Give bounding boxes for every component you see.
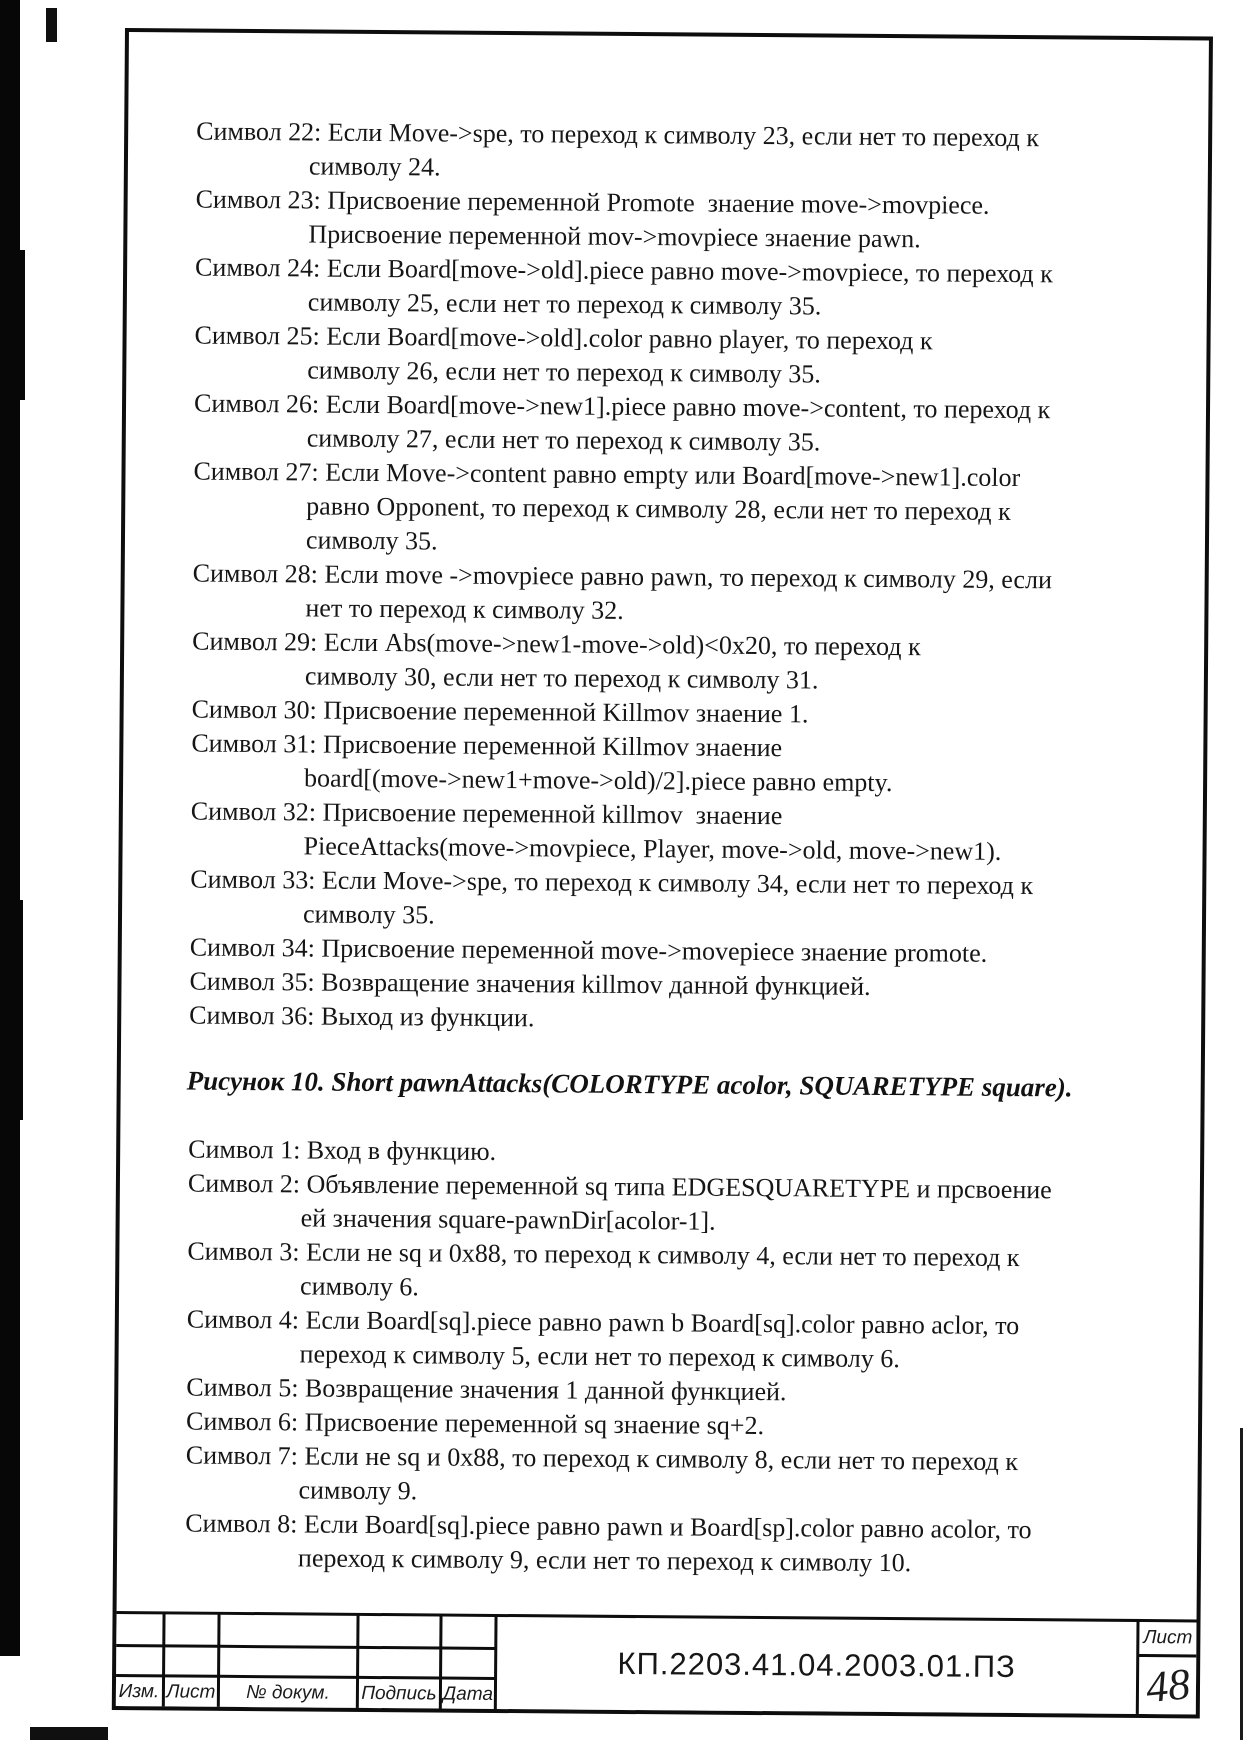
symbol-label: Символ 4: [186, 1304, 306, 1335]
document-number: КП.2203.41.04.2003.01.ПЗ [617, 1645, 1016, 1685]
symbol-entry [193, 455, 1053, 564]
text-line: Символ 26: Если Board[move->new1].piece равно move->content, то переход к [193, 388, 1051, 425]
symbol-label: Символ 27: [193, 456, 326, 487]
scan-mark [30, 1727, 108, 1740]
text-line: символу 30, если нет то переход к символу 31. [304, 661, 819, 695]
title-block-empty-cell [165, 1647, 217, 1674]
symbol-label: Символ 24: [195, 252, 327, 283]
text-line: символу 6. [300, 1271, 419, 1302]
text-line: символу 35. [302, 899, 435, 930]
symbol-label: Символ 23: [195, 184, 328, 215]
symbol-entry [194, 319, 1054, 394]
symbol-entry [196, 115, 1056, 190]
text-line: символу 27, если нет то переход к символу 35. [306, 423, 821, 457]
text-line: символу 26, если нет то переход к символу 35. [307, 355, 821, 389]
text-line: Символ 1: Вход в функцию. [188, 1134, 497, 1166]
text-line: ей значения square-pawnDir[acolor-1]. [300, 1203, 716, 1236]
symbol-label: Символ 2: [187, 1168, 307, 1199]
symbol-label: Символ 7: [185, 1440, 305, 1471]
symbol-entry [190, 795, 1050, 870]
symbol-list-after-caption [185, 1133, 1052, 1582]
text-line: Символ 29: Если Abs(move->new1-move->old)<0x20, то переход к [192, 626, 921, 662]
symbol-label: Символ 34: [189, 932, 322, 963]
symbol-label: Символ 5: [186, 1372, 306, 1403]
title-block-empty-cell [220, 1648, 356, 1676]
title-block-empty-cell [442, 1650, 494, 1677]
text-line: символу 9. [298, 1475, 418, 1506]
symbol-label: Символ 26: [193, 388, 326, 419]
symbol-entry [185, 1439, 1049, 1514]
text-line: Символ 24: Если Board[move->old].piece равно move->movpiece, то переход к [195, 252, 1053, 289]
symbol-entry [188, 1167, 1052, 1242]
title-block-empty-cell [165, 1614, 217, 1644]
title-block-empty-cell [220, 1615, 356, 1646]
text-line: Символ 23: Присвоение переменной Promote знаение move->movpiece. [195, 184, 990, 220]
text-line: символу 35. [305, 525, 438, 556]
text-line: Символ 25: Если Board[move->old].color равно player, то переход к [194, 320, 933, 356]
text-line: переход к символу 5, если нет то переход к символу 6. [299, 1339, 900, 1374]
text-line: Символ 3: Если не sq и 0x88, то переход к символу 4, если нет то переход к [187, 1236, 1020, 1273]
symbol-label: Символ 30: [191, 694, 324, 725]
symbol-entry [195, 251, 1055, 326]
sheet-number-handwritten: 48 [1143, 1659, 1192, 1713]
symbol-entry [186, 1303, 1050, 1378]
page-frame [112, 28, 1213, 1718]
text-line: нет то переход к символу 32. [305, 593, 624, 625]
footer-col-podpis: Подпись [359, 1679, 439, 1709]
symbol-entry [194, 387, 1054, 462]
text-line: Символ 33: Если Move->spe, то переход к символу 34, если нет то переход к [190, 864, 1034, 901]
text-line: Символ 4: Если Board[sq].piece равно pawn b Board[sq].color равно aclor, то [186, 1304, 1020, 1341]
sheet-number-cell [1139, 1657, 1196, 1714]
text-line: символу 24. [308, 151, 441, 182]
symbol-label: Символ 1: [188, 1134, 307, 1165]
symbol-label: Символ 33: [190, 864, 323, 895]
text-line: board[(move->new1+move->old)/2].piece равно empty. [304, 763, 893, 798]
text-line: Символ 7: Если не sq и 0x88, то переход к символу 8, если нет то переход к [185, 1440, 1019, 1477]
symbol-entry [190, 863, 1050, 938]
footer-col-list: Лист [165, 1677, 217, 1706]
symbol-label: Символ 32: [190, 796, 323, 827]
title-block [116, 1611, 1197, 1714]
text-line: Символ 27: Если Move->content равно empty или Board[move->new1].color [193, 456, 1021, 493]
symbol-list-before-caption [189, 115, 1055, 1040]
symbol-entry [185, 1507, 1049, 1582]
symbol-label: Символ 28: [192, 558, 325, 589]
symbol-entry [187, 1235, 1051, 1310]
text-line: Символ 8: Если Board[sq].piece равно pawn и Board[sp].color равно acolor, то [185, 1508, 1032, 1545]
symbol-entry [192, 625, 1052, 700]
footer-col-docnum: № докум. [220, 1678, 356, 1708]
symbol-entry [195, 183, 1055, 258]
symbol-label: Символ 8: [185, 1508, 305, 1539]
text-line: Символ 35: Возвращение значения killmov данной функцией. [189, 966, 871, 1001]
text-line: Символ 5: Возвращение значения 1 данной функцией. [186, 1372, 787, 1407]
text-line: Символ 28: Если move ->movpiece равно pawn, то переход к символу 29, если [192, 558, 1053, 595]
footer-col-data: Дата [442, 1680, 494, 1709]
text-line: Символ 32: Присвоение переменной killmov знаение [190, 796, 783, 831]
symbol-entry [191, 727, 1051, 802]
scan-edge-artifact [0, 900, 23, 1120]
symbol-label: Символ 22: [196, 116, 328, 147]
symbol-label: Символ 35: [189, 966, 322, 997]
text-line: Символ 34: Присвоение переменной move->movepiece знаение promote. [189, 932, 988, 968]
text-line: Символ 36: Выход из функции. [189, 1000, 535, 1033]
text-line: PieceAttacks(move->movpiece, Player, move->old, move->new1). [303, 831, 1002, 866]
symbol-label: Символ 29: [192, 626, 324, 657]
text-line: Символ 30: Присвоение переменной Killmov знаение 1. [191, 694, 809, 729]
scan-mark [46, 8, 57, 42]
text-line: Символ 31: Присвоение переменной Killmov знаение [191, 728, 783, 763]
symbol-entry [189, 999, 1048, 1040]
symbol-label: Символ 31: [191, 728, 324, 759]
symbol-label: Символ 25: [194, 320, 327, 351]
text-line: Символ 2: Объявление переменной sq типа EDGESQUARETYPE и прсвоение [187, 1168, 1052, 1205]
symbol-entry [192, 557, 1052, 632]
text-line: Присвоение переменной mov->movpiece знаение pawn. [308, 219, 921, 254]
sheet-label: Лист [1139, 1622, 1196, 1654]
title-block-empty-cell [359, 1649, 439, 1677]
figure-caption: Рисунок 10. Short pawnAttacks(COLORTYPE acolor, SQUARETYPE square). [186, 1065, 1073, 1103]
scan-edge-artifact [0, 250, 25, 400]
footer-col-izm: Изм. [116, 1677, 162, 1706]
scan-edge-artifact [0, 0, 20, 1656]
symbol-label: Символ 36: [189, 1000, 322, 1031]
text-line: Символ 6: Присвоение переменной sq знаение sq+2. [185, 1406, 765, 1441]
title-block-empty-cell [359, 1616, 439, 1647]
title-block-empty-cell [116, 1614, 162, 1644]
text-line: переход к символу 9, если нет то переход к символу 10. [297, 1543, 912, 1578]
text-line: символу 25, если нет то переход к символу 35. [307, 287, 822, 321]
scan-edge-artifact [1240, 1428, 1243, 1740]
text-line: Символ 22: Если Move->spe, то переход к символу 23, если нет то переход к [196, 116, 1040, 153]
title-block-empty-cell [116, 1647, 162, 1674]
document-number-cell [497, 1617, 1137, 1714]
text-line: равно Opponent, то переход к символу 28, если нет то переход к [306, 491, 1011, 526]
title-block-empty-cell [442, 1617, 494, 1647]
symbol-label: Символ 3: [187, 1236, 307, 1267]
symbol-label: Символ 6: [185, 1406, 305, 1437]
